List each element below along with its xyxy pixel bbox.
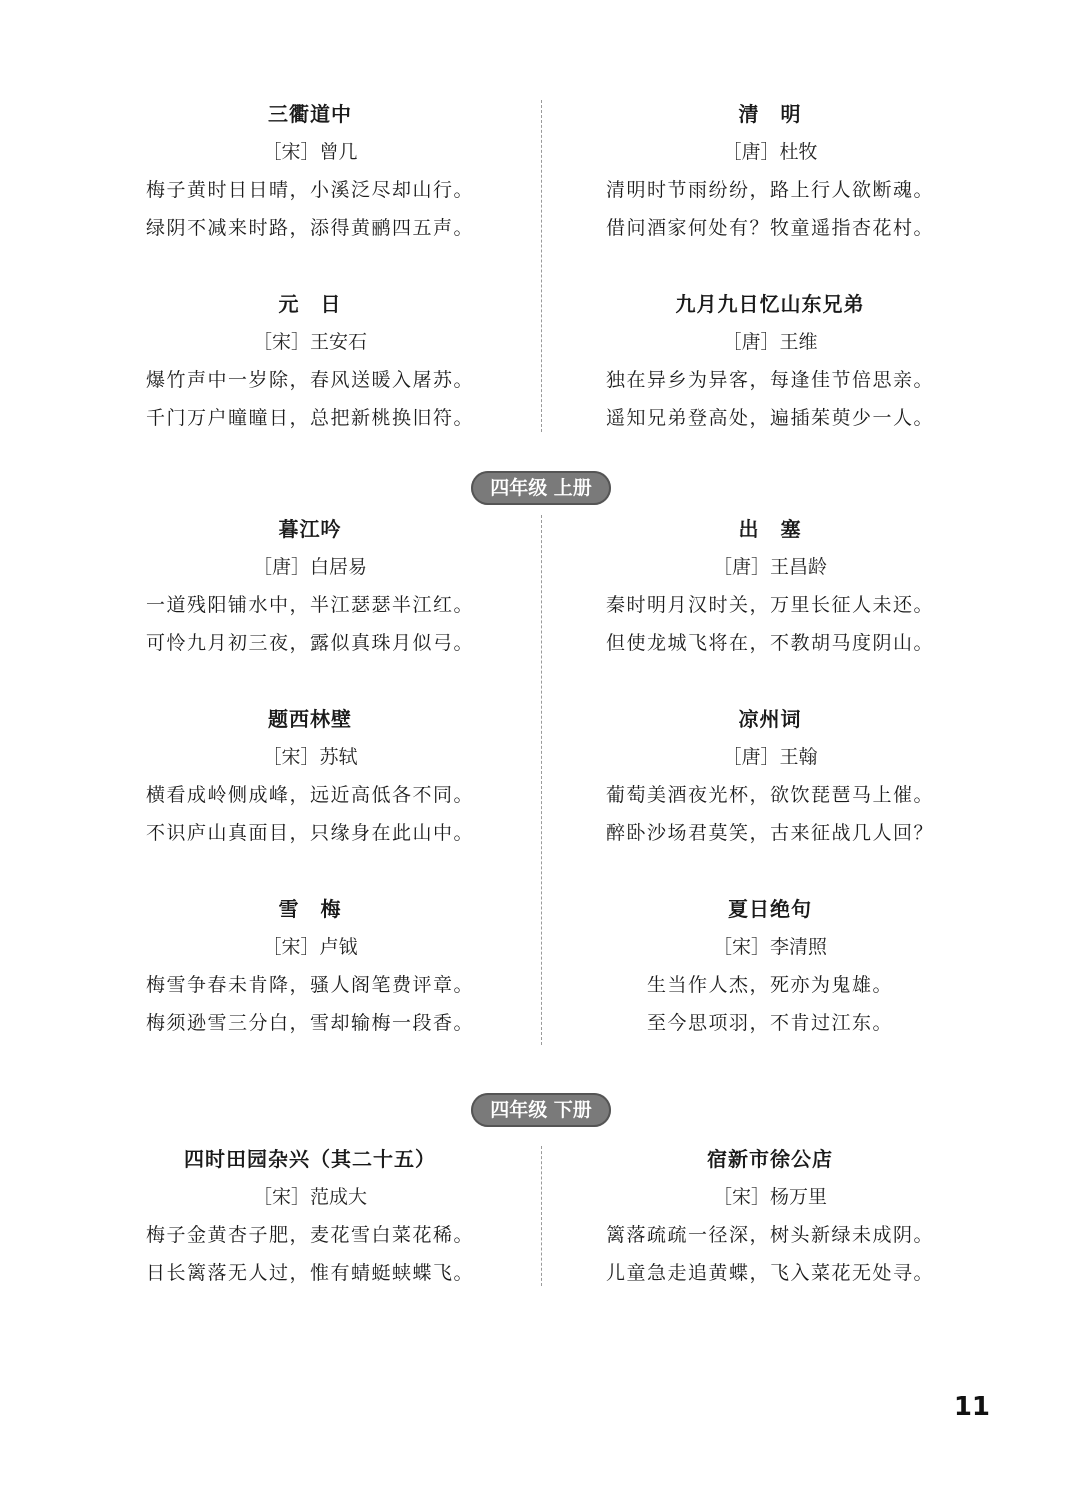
grade-badge-4-lower: 四年级 下册 (471, 1093, 611, 1127)
poem-line: 葡萄美酒夜光杯，欲饮琵琶马上催。 (605, 784, 934, 806)
grade-badge-4-upper: 四年级 上册 (471, 471, 611, 505)
poem-author: ［唐］王维 (722, 331, 818, 353)
poem-title: 凉州词 (738, 707, 802, 731)
poem-xiari-jueju (570, 890, 970, 1042)
poem-author: ［宋］王安石 (252, 331, 367, 353)
column-divider (541, 100, 542, 432)
poem-author: ［唐］王昌龄 (712, 556, 827, 578)
poem-author: ［宋］卢钺 (262, 936, 358, 958)
poem-author: ［宋］曾几 (262, 141, 358, 163)
column-divider (541, 1146, 542, 1286)
poem-line: 横看成岭侧成峰，远近高低各不同。 (145, 784, 474, 806)
poem-liangzhouci (570, 700, 970, 852)
poem-line: 醉卧沙场君莫笑，古来征战几人回？ (605, 822, 934, 844)
poem-title: 三衢道中 (268, 102, 352, 126)
poem-title: 雪 梅 (278, 897, 342, 921)
poem-line: 遥知兄弟登高处，遍插茱萸少一人。 (605, 407, 934, 429)
poem-line: 梅子黄时日日晴，小溪泛尽却山行。 (145, 179, 474, 201)
poem-mujiangyin (110, 510, 510, 662)
poem-yuanri (110, 285, 510, 437)
poem-author: ［宋］范成大 (252, 1186, 367, 1208)
poem-line: 梅雪争春未肯降，骚人阁笔费评章。 (145, 974, 474, 996)
poem-line: 但使龙城飞将在，不教胡马度阴山。 (605, 632, 934, 654)
poem-line: 篱落疏疏一径深，树头新绿未成阴。 (605, 1224, 934, 1246)
poem-author: ［宋］苏轼 (262, 746, 358, 768)
poem-title: 暮江吟 (278, 517, 342, 541)
poem-sanqu-daozhong (110, 95, 510, 247)
poem-line: 爆竹声中一岁除，春风送暖入屠苏。 (145, 369, 474, 391)
poem-line: 至今思项羽，不肯过江东。 (646, 1012, 893, 1034)
poem-title: 元 日 (278, 292, 342, 316)
poem-title: 九月九日忆山东兄弟 (675, 292, 865, 316)
poem-title: 题西林壁 (268, 707, 352, 731)
poem-line: 清明时节雨纷纷，路上行人欲断魂。 (605, 179, 934, 201)
poem-line: 独在异乡为异客，每逢佳节倍思亲。 (605, 369, 934, 391)
poem-line: 日长篱落无人过，惟有蜻蜓蛱蝶飞。 (145, 1262, 474, 1284)
column-divider (541, 515, 542, 1045)
poem-author: ［唐］杜牧 (722, 141, 818, 163)
poem-author: ［唐］王翰 (722, 746, 818, 768)
poem-line: 梅子金黄杏子肥，麦花雪白菜花稀。 (145, 1224, 474, 1246)
poem-line: 千门万户曈曈日，总把新桃换旧符。 (145, 407, 474, 429)
poem-line: 儿童急走追黄蝶，飞入菜花无处寻。 (605, 1262, 934, 1284)
poem-line: 梅须逊雪三分白，雪却输梅一段香。 (145, 1012, 474, 1034)
poem-qingming (570, 95, 970, 247)
poem-su-xinshi (570, 1140, 970, 1292)
poem-line: 绿阴不减来时路，添得黄鹂四五声。 (145, 217, 474, 239)
poem-line: 秦时明月汉时关，万里长征人未还。 (605, 594, 934, 616)
poem-jiuyue-jiuri (570, 285, 970, 437)
poem-title: 出 塞 (738, 517, 802, 541)
poem-author: ［宋］杨万里 (712, 1186, 827, 1208)
poem-title: 清 明 (738, 102, 802, 126)
poem-title: 宿新市徐公店 (707, 1147, 833, 1171)
poem-title: 四时田园杂兴（其二十五） (184, 1147, 436, 1171)
poem-title: 夏日绝句 (728, 897, 812, 921)
page-number: 11 (953, 1392, 990, 1422)
poem-line: 不识庐山真面目，只缘身在此山中。 (145, 822, 474, 844)
poem-xuemei (110, 890, 510, 1042)
poem-line: 一道残阳铺水中，半江瑟瑟半江红。 (145, 594, 474, 616)
poem-line: 可怜九月初三夜，露似真珠月似弓。 (145, 632, 474, 654)
poem-ti-xilin-bi (110, 700, 510, 852)
poem-line: 生当作人杰，死亦为鬼雄。 (646, 974, 893, 996)
poem-line: 借问酒家何处有？牧童遥指杏花村。 (605, 217, 934, 239)
poem-author: ［唐］白居易 (252, 556, 367, 578)
poem-sishi-tianyuan (110, 1140, 510, 1292)
poem-chusai (570, 510, 970, 662)
poem-author: ［宋］李清照 (712, 936, 827, 958)
